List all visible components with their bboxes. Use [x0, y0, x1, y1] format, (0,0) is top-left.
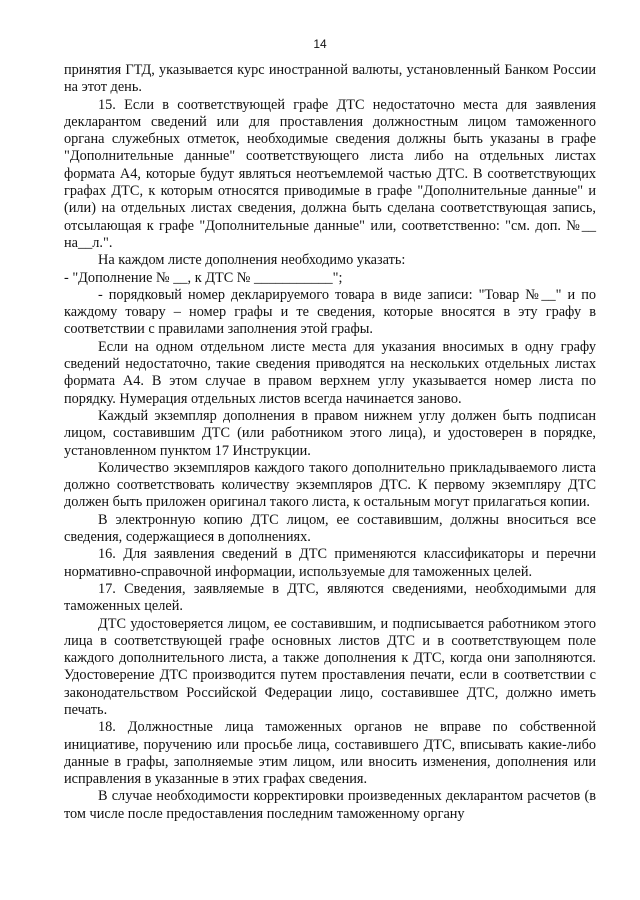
paragraph-item-15: 15. Если в соответствующей графе ДТС недостаточно места для заявления декларантом сведений или для проставления должностным лицом таможенного органа служебных отметок, необходимые сведения должны быть указаны в графе "Дополнительные данные" соответствующего листа либо на отдельных листах формата А4, которые будут являться неотъемлемой частью ДТС. В соответствующих графах ДТС, к которым относятся приводимые в графе "Дополнительные данные" и (или) на отдельных листах сведения, должна быть сделана соответствующая запись, отсылающая к графе "Дополнительные данные" или, соответственно: "см. доп. №__ на__л.". — [64, 96, 596, 251]
paragraph-multiple-sheets: Если на одном отдельном листе места для указания вносимых в одну графу сведений недостаточно, такие сведения приводятся на нескольких отдельных листах формата А4. В этом случае в правом верхнем углу указывается номер листа по порядку. Нумерация отдельных листов всегда начинается заново. — [64, 338, 596, 407]
paragraph-correction: В случае необходимости корректировки произведенных декларантом расчетов (в том числе после предоставления последним таможенному органу — [64, 788, 596, 822]
paragraph-copies: Количество экземпляров каждого такого дополнительно прикладываемого листа должно соответствовать количеству экземпляров ДТС. К первому экземпляру ДТС должен быть приложен оригинал такого листа, к остальным могут прилагаться копии. — [64, 459, 596, 511]
paragraph-signature: Каждый экземпляр дополнения в правом нижнем углу должен быть подписан лицом, составившим ДТС (или работником этого лица), и удостоверен в порядке, установленном пунктом 17 Инструкции. — [64, 407, 596, 459]
document-body — [64, 62, 596, 823]
paragraph-item-16: 16. Для заявления сведений в ДТС применяются классификаторы и перечни нормативно-справочной информации, используемые для таможенных целей. — [64, 546, 596, 580]
paragraph-item-17: 17. Сведения, заявляемые в ДТС, являются сведениями, необходимыми для таможенных целей. — [64, 580, 596, 615]
paragraph-supplement-line-1: - "Дополнение № __, к ДТС № ___________"; — [64, 269, 343, 286]
paragraph-certification: ДТС удостоверяется лицом, ее составившим, и подписывается работником этого лица в соответствующей графе основных листов ДТС и в соответствующем поле каждого дополнительного листа, а также дополнения к ДТС, когда они заполняются. Удостоверение ДТС производится путем проставления печати, если в соответствии с законодательством Российской Федерации лицо, составившее ДТС, должно иметь печать. — [64, 615, 596, 718]
paragraph-supplement-intro: На каждом листе дополнения необходимо указать: — [98, 252, 406, 269]
page-number: 14 — [313, 37, 327, 51]
paragraph-item-18: 18. Должностные лица таможенных органов не вправе по собственной инициативе, поручению или просьбе лица, составившего ДТС, вписывать какие-либо данные в графы, заполняемые этим лицом, или вносить изменения, дополнения или исправления в указанные в этих графах сведения. — [64, 719, 596, 788]
paragraph-electronic-copy: В электронную копию ДТС лицом, ее составившим, должны вноситься все сведения, содержащиеся в дополнениях. — [64, 511, 596, 546]
paragraph-continuation: принятия ГТД, указывается курс иностранной валюты, установленный Банком России на этот день. — [64, 62, 596, 96]
paragraph-supplement-line-2: - порядковый номер декларируемого товара в виде записи: "Товар №__" и по каждому товару – номер графы и те сведения, которые вносятся в эту графу в соответствии с правилами заполнения этой графы. — [64, 286, 596, 338]
